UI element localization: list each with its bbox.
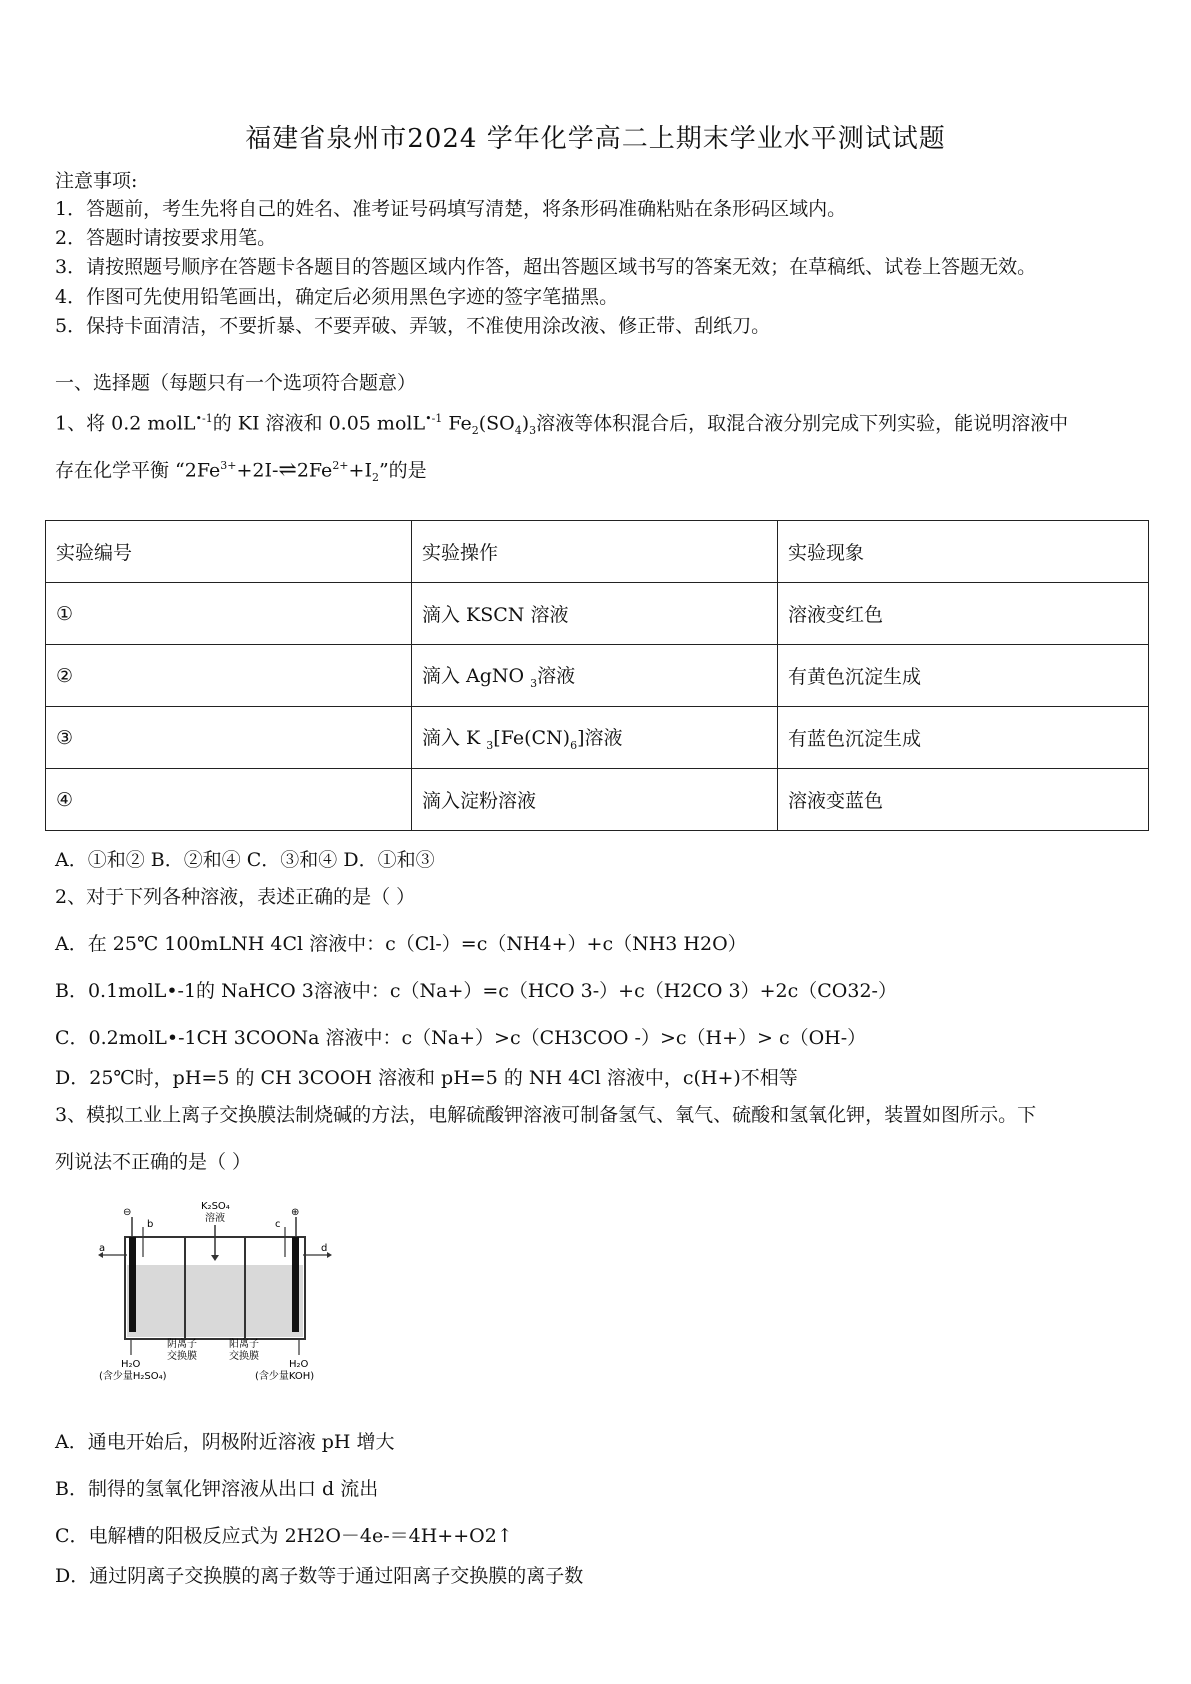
anode-electrode [129, 1237, 136, 1332]
note-item: 1．答题前，考生先将自己的姓名、准考证号码填写清楚，将条形码准确粘贴在条形码区域内。 [55, 198, 847, 220]
table-header: 实验操作 [412, 521, 778, 583]
diagram-label: 交换膜 [167, 1351, 197, 1362]
diagram-label: 溶液 [205, 1213, 225, 1224]
diagram-label: a [99, 1243, 106, 1254]
table-header-row [46, 521, 1149, 583]
minus-icon: ⊖ [123, 1207, 132, 1218]
note-item: 4．作图可先使用铅笔画出，确定后必须用黑色字迹的签字笔描黑。 [55, 286, 619, 308]
table-row [46, 583, 1149, 645]
note-item: 3．请按照题号顺序在答题卡各题目的答题区域内作答，超出答题区域书写的答案无效；在草稿纸、试卷上答题无效。 [55, 256, 1037, 278]
notes-heading: 注意事项: [55, 170, 138, 192]
q3-option-b: B．制得的氢氧化钾溶液从出口 d 流出 [55, 1478, 379, 1500]
table-row [46, 645, 1149, 707]
plus-icon: ⊕ [291, 1207, 300, 1218]
q2-option-d: D．25℃时，pH=5 的 CH 3COOH 溶液和 pH=5 的 NH 4Cl 溶液中，c(H+)不相等 [55, 1067, 798, 1089]
table-cell: ③ [46, 707, 412, 769]
q3-stem-line2: 列说法不正确的是（ ） [55, 1151, 252, 1173]
table-cell: 滴入淀粉溶液 [412, 769, 778, 831]
diagram-label: H₂O [289, 1359, 309, 1370]
table-header: 实验现象 [778, 521, 1149, 583]
table-cell: 有黄色沉淀生成 [778, 645, 1149, 707]
q2-option-a: A．在 25℃ 100mLNH 4Cl 溶液中：c（Cl-）=c（NH4+）+c（NH3 H2O） [55, 933, 747, 955]
note-item: 2．答题时请按要求用笔。 [55, 227, 277, 249]
q2-option-c: C．0.2molL•-1CH 3COONa 溶液中：c（Na+）>c（CH3COO -）>c（H+）> c（OH-） [55, 1027, 867, 1049]
diagram-label: K₂SO₄ [201, 1201, 230, 1212]
note-item: 5．保持卡面清洁，不要折暴、不要弄破、弄皱，不准使用涂改液、修正带、刮纸刀。 [55, 315, 771, 337]
table-cell: 溶液变蓝色 [778, 769, 1149, 831]
q2-stem: 2、对于下列各种溶液，表述正确的是（ ） [55, 886, 416, 908]
experiment-table [45, 520, 1149, 831]
cathode-electrode [292, 1237, 299, 1332]
table-cell: 滴入 KSCN 溶液 [412, 583, 778, 645]
q1-stem-line2: 存在化学平衡 “$2Fe^{3+}+2I-\rightleftharpoons 2Fe^{2+}+I_2$”的是 [55, 457, 427, 485]
q1-stem-line1: 1、将 0.2 molL$^{•-1}$的 KI 溶液和 0.05 molL$^{•-1}$ $Fe_2(SO_4)_3$溶液等体积混合后，取混合液分别完成下列实验，能说明溶液中 [55, 412, 1069, 438]
diagram-label: (含少量KOH) [255, 1371, 315, 1382]
electrolyte-fill [127, 1265, 303, 1337]
table-cell: ④ [46, 769, 412, 831]
table-cell: ② [46, 645, 412, 707]
table-row [46, 769, 1149, 831]
equilibrium-arrow-icon: ⇌ [278, 457, 297, 483]
diagram-label: 阳离子 [229, 1339, 259, 1350]
table-cell: ① [46, 583, 412, 645]
table-cell: 滴入 K $_3[Fe(CN)_6]$溶液 [412, 707, 778, 769]
diagram-label: 交换膜 [229, 1351, 259, 1362]
table-cell: 溶液变红色 [778, 583, 1149, 645]
section-heading: 一、选择题（每题只有一个选项符合题意） [55, 372, 417, 394]
q3-option-d: D．通过阴离子交换膜的离子数等于通过阳离子交换膜的离子数 [55, 1565, 584, 1587]
table-header: 实验编号 [46, 521, 412, 583]
q1-options: A．①和② B．②和④ C．③和④ D．①和③ [55, 849, 435, 871]
q3-stem-line1: 3、模拟工业上离子交换膜法制烧碱的方法，电解硫酸钾溶液可制备氢气、氧气、硫酸和氢氧化钾，装置如图所示。下 [55, 1104, 1037, 1126]
diagram-label: 阴离子 [167, 1339, 197, 1350]
q2-option-b: B．0.1molL•-1的 NaHCO 3溶液中：c（Na+）=c（HCO 3-）+c（H2CO 3）+2c（CO32-） [55, 980, 897, 1002]
q3-option-a: A．通电开始后，阴极附近溶液 pH 增大 [55, 1431, 395, 1453]
diagram-label: b [147, 1219, 154, 1230]
table-cell: 有蓝色沉淀生成 [778, 707, 1149, 769]
diagram-label: H₂O [121, 1359, 141, 1370]
table-row [46, 707, 1149, 769]
electrolysis-cell-diagram [95, 1197, 335, 1383]
inlet-arrow [211, 1255, 219, 1261]
table-cell: 滴入 AgNO $_3$溶液 [412, 645, 778, 707]
diagram-label: d [321, 1243, 328, 1254]
diagram-label: c [275, 1219, 281, 1230]
diagram-label: (含少量H₂SO₄) [99, 1371, 167, 1382]
page-title: 福建省泉州市2024 学年化学高二上期末学业水平测试试题 [245, 124, 946, 154]
q3-option-c: C．电解槽的阳极反应式为 2H2O－4e-＝4H++O2↑ [55, 1525, 513, 1547]
outlet-d-arrow [327, 1252, 332, 1258]
